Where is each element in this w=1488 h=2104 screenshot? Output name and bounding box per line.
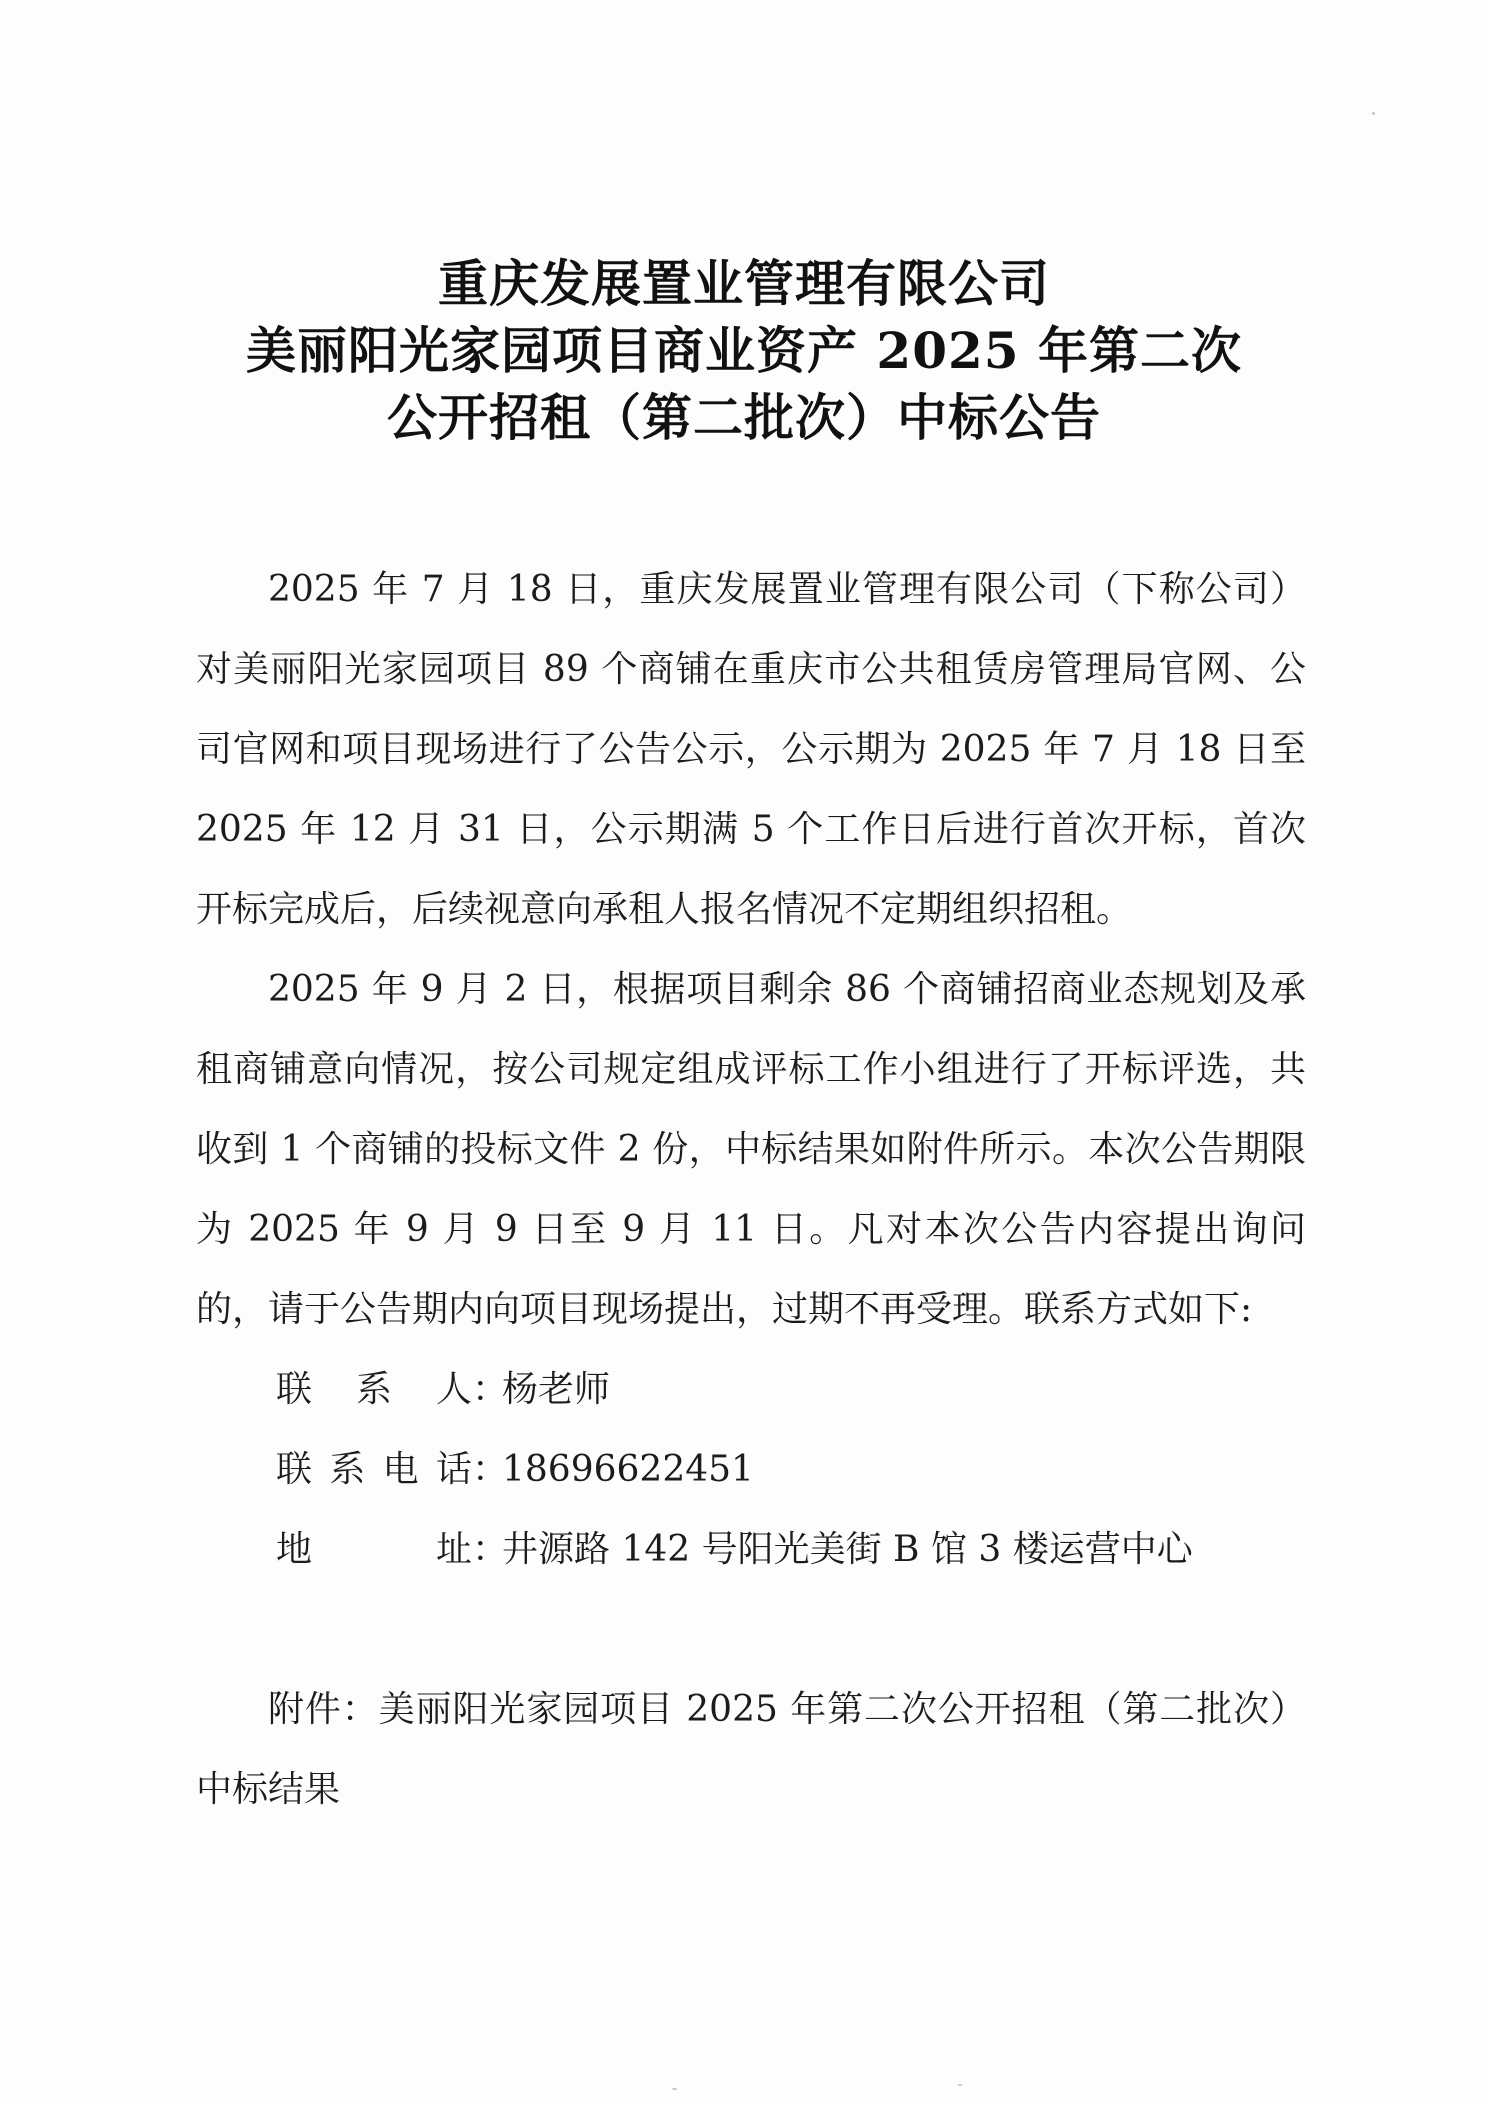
contact-person-row <box>196 1350 1306 1430</box>
contact-person-label: 联系人 <box>276 1369 472 1410</box>
section-spacer <box>196 1590 1306 1670</box>
title-line-company: 重庆发展置业管理有限公司 <box>438 254 1050 313</box>
attachment-note: 附件：美丽阳光家园项目 2025 年第二次公开招租（第二批次）中标结果 <box>196 1689 1306 1810</box>
contact-phone-row <box>196 1430 1306 1510</box>
contact-address-label: 地址 <box>276 1529 472 1570</box>
document-body <box>196 550 1306 1830</box>
document-title <box>0 250 1488 451</box>
contact-person-value: 杨老师 <box>502 1369 611 1410</box>
scan-speck <box>672 2088 677 2090</box>
scan-speck <box>958 2084 962 2086</box>
contact-address-value: 井源路 142 号阳光美街 B 馆 3 楼运营中心 <box>502 1529 1193 1570</box>
contact-person-colon: ： <box>472 1369 509 1410</box>
contact-phone-label: 联系电话 <box>276 1449 472 1490</box>
contact-phone-colon: ： <box>472 1449 509 1490</box>
contact-address-row <box>196 1510 1306 1590</box>
paragraph-bid-result: 2025 年 9 月 2 日，根据项目剩余 86 个商铺招商业态规划及承租商铺意向情况，按公司规定组成评标工作小组进行了开标评选，共收到 1 个商铺的投标文件 2 份，中标结果如附件所示。本次公告期限为 2025 年 9 月 9 日至 9 月 11 日。凡对本次公告内容提出询问的，请于公告期内向项目现场提出，过期不再受理。联系方式如下: <box>196 969 1306 1330</box>
title-line-project: 美丽阳光家园项目商业资产 2025 年第二次 <box>246 321 1242 380</box>
paragraph-announcement: 2025 年 7 月 18 日，重庆发展置业管理有限公司（下称公司）对美丽阳光家园项目 89 个商铺在重庆市公共租赁房管理局官网、公司官网和项目现场进行了公告公示，公示期为 2025 年 7 月 18 日至 2025 年 12 月 31 日，公示期满 5 个工作日后进行首次开标，首次开标完成后，后续视意向承租人报名情况不定期组织招租。 <box>196 569 1306 930</box>
title-line-notice: 公开招租（第二批次）中标公告 <box>387 388 1101 447</box>
scan-speck <box>1372 112 1375 115</box>
contact-address-colon: ： <box>472 1529 509 1570</box>
contact-phone-value: 18696622451 <box>502 1449 754 1490</box>
